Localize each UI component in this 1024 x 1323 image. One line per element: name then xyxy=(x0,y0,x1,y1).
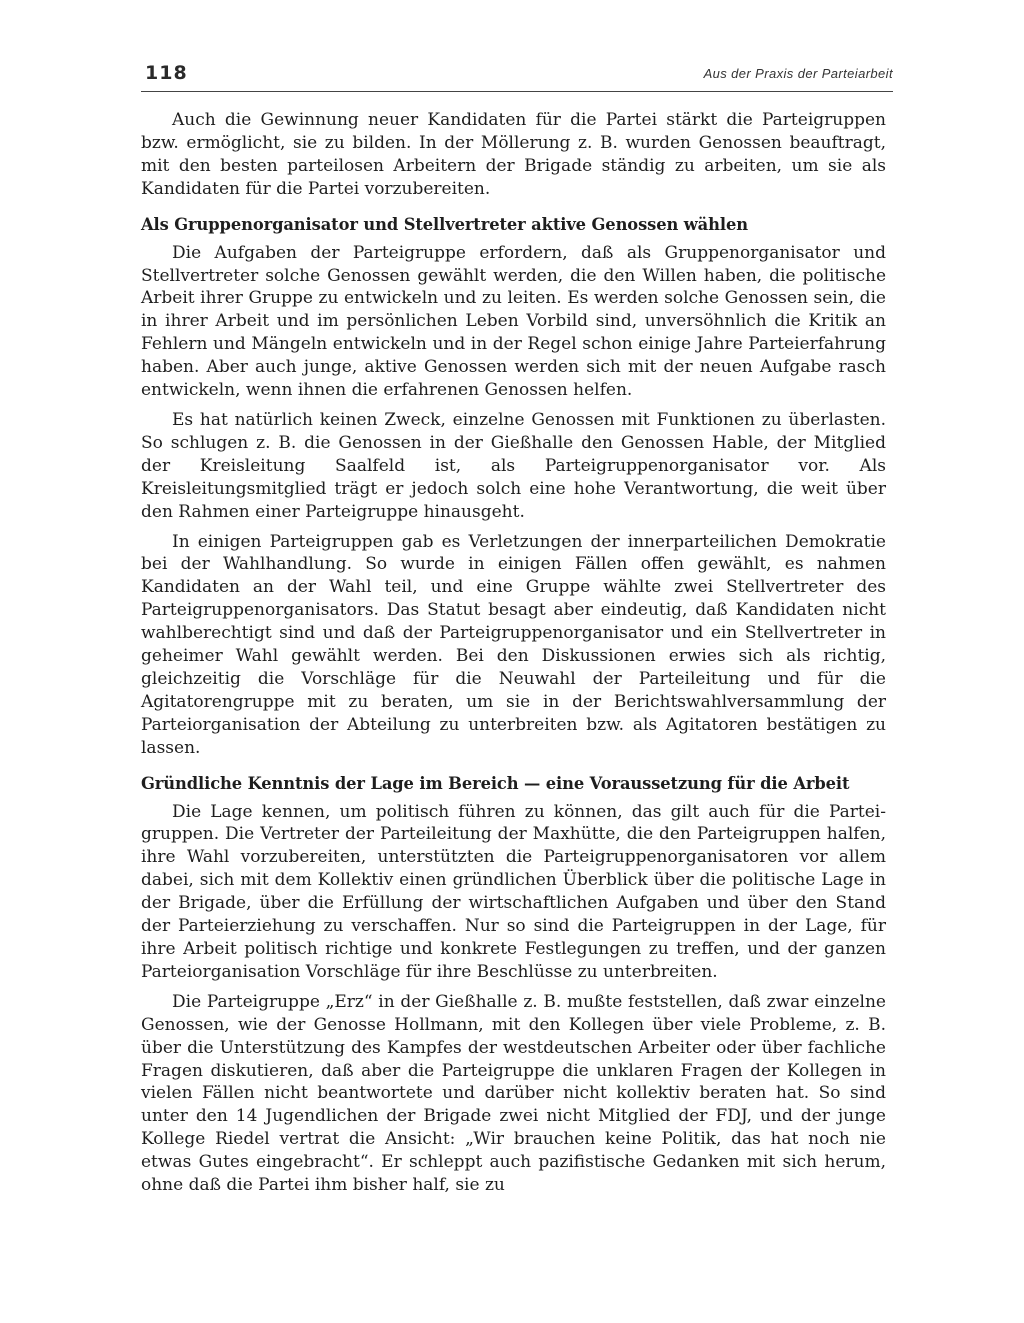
running-header xyxy=(141,62,893,86)
page-number: 118 xyxy=(145,62,188,84)
paragraph-6: Die Parteigruppe „Erz“ in der Gießhalle z. B. mußte feststellen, daß zwar einzelne Genossen, wie der Genosse Hollmann, mit den Kollegen über viele Probleme, z. B. über die Unterstützung des Kampfes der westdeutschen Arbeiter oder über fachliche Fragen diskutieren, daß aber die Parteigruppe die unklaren Fragen der Kollegen in vielen Fällen nicht beantwortete und darüber nicht kollektiv beraten hat. So sind unter den 14 Jugendlichen der Brigade zwei nicht Mitglied der FDJ, und der junge Kollege Riedel vertrat die Ansicht: „Wir brauchen keine Politik, das hat noch nie etwas Gutes eingebracht“. Er schleppt auch pazifistische Gedanken mit sich herum, ohne daß die Partei ihm bisher half, sie zu xyxy=(141,991,886,1196)
section-heading-1: Als Gruppenorganisator und Stellvertreter aktive Genossen wählen xyxy=(141,214,748,234)
section-heading-2: Gründliche Kenntnis der Lage im Bereich — eine Voraussetzung für die Arbeit xyxy=(141,773,850,793)
header-rule xyxy=(141,91,893,92)
paragraph-1: Auch die Gewinnung neuer Kandidaten für die Partei stärkt die Parteigruppen bzw. ermöglicht, sie zu bilden. In der Möllerung z. B. wurden Genossen beauftragt, mit den besten parteilosen Arbeitern der Brigade ständig zu arbeiten, um sie als Kandidaten für die Partei vorzubereiten. xyxy=(141,110,886,199)
paragraph-2: Die Aufgaben der Parteigruppe erfordern, daß als Gruppenorganisator und Stellvertreter solche Genossen gewählt werden, die den Willen haben, die politische Arbeit ihrer Gruppe zu entwickeln und zu leiten. Es werden solche Genossen sein, die in ihrer Arbeit und im persönlichen Leben Vorbild sind, unversöhnlich die Kritik an Fehlern und Mängeln entwickeln und in der Regel schon einige Jahre Parteierfahrung haben. Aber auch junge, aktive Genossen werden sich mit der neuen Aufgabe rasch entwickeln, wenn ihnen die erfahrenen Genossen helfen. xyxy=(141,242,886,401)
paragraph-3: Es hat natürlich keinen Zweck, einzelne Genossen mit Funktionen zu überlasten. So schlugen z. B. die Genossen in der Gießhalle den Genossen Hable, der Mitglied der Kreisleitung Saalfeld ist, als Parteigruppenorganisator vor. Als Kreisleitungsmitglied trägt er jedoch solch eine hohe Verantwortung, die weit über den Rahmen einer Parteigruppe hinausgeht. xyxy=(141,409,886,522)
paragraph-5: Die Lage kennen, um politisch führen zu können, das gilt auch für die Parteigruppen. Die Vertreter der Parteileitung der Maxhütte, die den Parteigruppen halfen, ihre Wahl vorzubereiten, unterstützten die Parteigruppenorganisatoren vor allem dabei, sich mit dem Kollektiv einen gründlichen Überblick über die politische Lage in der Brigade, über die Erfüllung der wirtschaftlichen Aufgaben und über den Stand der Parteierziehung zu verschaffen. Nur so sind die Parteigruppen in der Lage, für ihre Arbeit politisch richtige und konkrete Festlegungen zu treffen, und der ganzen Parteiorganisation Vorschläge für ihre Beschlüsse zu unterbreiten. xyxy=(141,801,886,982)
body-text xyxy=(141,109,886,1204)
running-title: Aus der Praxis der Parteiarbeit xyxy=(703,66,893,81)
paragraph-4: In einigen Parteigruppen gab es Verletzungen der innerparteilichen Demokratie bei der Wahlhandlung. So wurde in einigen Fällen offen gewählt, es nahmen Kandidaten an der Wahl teil, und eine Gruppe wählte zwei Stellvertreter des Parteigruppenorganisators. Das Statut besagt aber eindeutig, daß Kandidaten nicht wahlberechtigt sind und daß der Parteigruppenorganisator und ein Stellvertreter in geheimer Wahl gewählt werden. Bei den Diskussionen erwies sich als richtig, gleichzeitig die Vorschläge für die Neuwahl der Parteileitung und für die Agitatorengruppe mit zu beraten, um sie in der Berichtswahlversammlung der Parteiorganisation der Abteilung zu unterbreiten bzw. als Agitatoren bestätigen zu lassen. xyxy=(141,531,886,758)
